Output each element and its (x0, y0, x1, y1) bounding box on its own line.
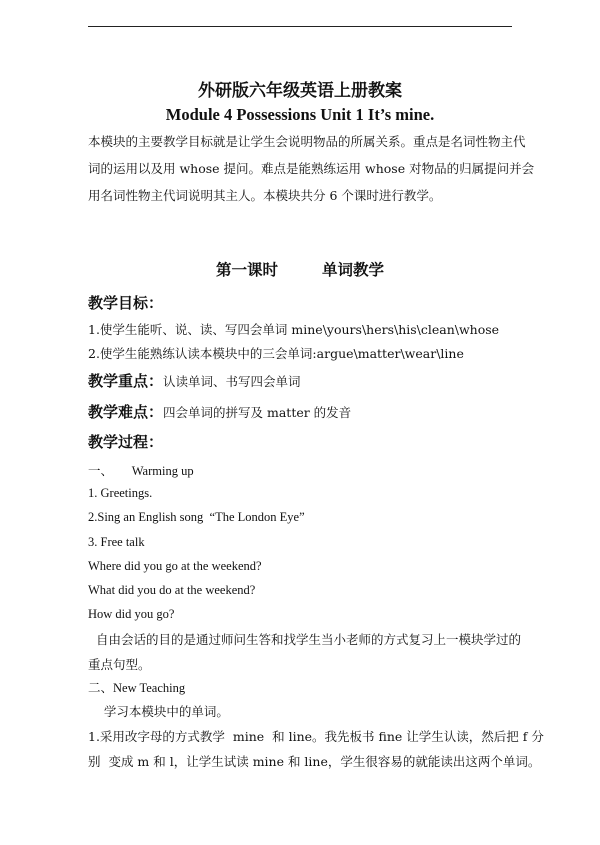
section-new-teaching-sub: 学习本模块中的单词。 (88, 704, 229, 719)
note-line: 重点句型。 (88, 657, 151, 672)
key-points-text: 认读单词、书写四会单词 (163, 374, 301, 389)
difficulties-label: 教学难点： (88, 403, 164, 421)
step-line: 别 变成 m 和 l，让学生试读 mine 和 line，学生很容易的就能读出这两个单词。 (88, 754, 541, 769)
process-line: Where did you go at the weekend? (88, 559, 262, 573)
intro-line: 本模块的主要教学目标就是让学生会说明物品的所属关系。重点是名词性物主代 (88, 134, 526, 149)
process-line: What did you do at the weekend? (88, 583, 256, 597)
document-title: 外研版六年级英语上册教案 (198, 81, 402, 101)
process-heading: 教学过程： (88, 433, 164, 451)
header-rule (88, 26, 512, 27)
difficulties (88, 401, 512, 422)
intro-paragraph (88, 128, 535, 209)
process-line: 2.Sing an English song “The London Eye” (88, 510, 305, 524)
objectives-heading: 教学目标： (88, 294, 164, 312)
key-points-label: 教学重点： (88, 372, 164, 390)
process-line: How did you go? (88, 607, 175, 621)
lesson-title (0, 258, 600, 280)
process-line: 1. Greetings. (88, 486, 153, 500)
intro-line: 用名词性物主代词说明其主人。本模块共分 6 个课时进行教学。 (88, 188, 442, 203)
section-warming-up: 一、 Warming up (88, 464, 194, 478)
process-line: 3. Free talk (88, 535, 145, 549)
note-line: 自由会话的目的是通过师问生答和找学生当小老师的方式复习上一模块学过的 (88, 632, 521, 647)
section-new-teaching: 二、New Teaching (88, 681, 186, 695)
difficulties-text: 四会单词的拼写及 matter 的发音 (163, 405, 352, 420)
step-line: 1.采用改字母的方式教学 mine 和 line。我先板书 fine 让学生认读，然后把 f 分 (88, 729, 544, 744)
lesson-number: 第一课时 (215, 260, 278, 279)
intro-line: 词的运用以及用 whose 提问。难点是能熟练运用 whose 对物品的归属提问并会 (88, 161, 535, 176)
key-points (88, 370, 512, 391)
document-subtitle: Module 4 Possessions Unit 1 It’s mine. (165, 105, 435, 124)
lesson-name: 单词教学 (322, 260, 385, 279)
objective-item: 2.使学生能熟练认读本模块中的三会单词:argue\matter\wear\line (88, 346, 464, 361)
objective-item: 1.使学生能听、说、读、写四会单词 mine\yours\hers\his\clean\whose (88, 322, 500, 337)
